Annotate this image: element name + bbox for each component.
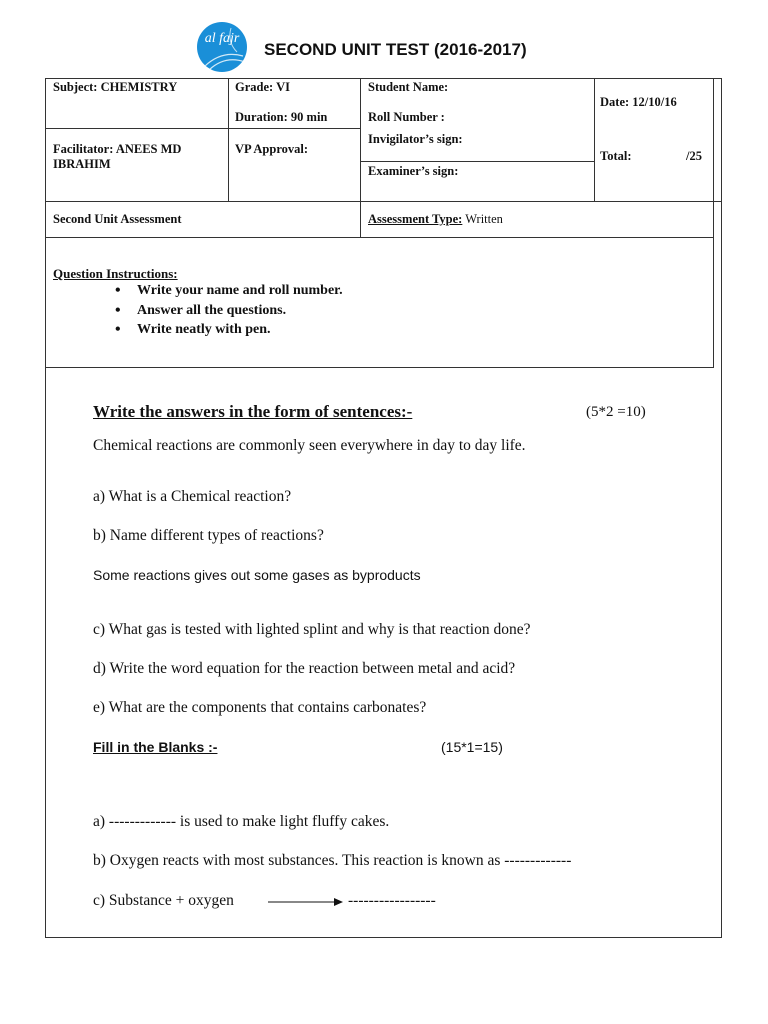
assessment-type <box>368 212 503 227</box>
question-a: a) What is a Chemical reaction? <box>93 488 292 505</box>
total-label: Total: <box>600 149 632 163</box>
instructions-heading: Question Instructions: <box>53 266 178 281</box>
subject-field: Subject: CHEMISTRY <box>53 80 178 94</box>
assessment-name: Second Unit Assessment <box>53 212 182 226</box>
date-field: Date: 12/10/16 <box>600 95 677 109</box>
question-e: e) What are the components that contains carbonates? <box>93 699 427 716</box>
grade-field: Grade: VI <box>235 80 290 94</box>
fill-blank-c-left: c) Substance + oxygen <box>93 892 234 909</box>
list-item: • Answer all the questions. <box>112 303 343 323</box>
list-item: • Write your name and roll number. <box>112 283 343 303</box>
invigilator-sign-field[interactable]: Invigilator’s sign: <box>368 132 463 146</box>
arrow-right-icon <box>268 896 344 908</box>
examiner-sign-field[interactable]: Examiner’s sign: <box>368 164 459 178</box>
list-item: • Write neatly with pen. <box>112 322 343 342</box>
grid-line <box>360 161 595 162</box>
fill-blank-b: b) Oxygen reacts with most substances. This reaction is known as ------------- <box>93 852 572 869</box>
exam-sheet-border <box>45 78 722 938</box>
facilitator-field: Facilitator: ANEES MD <box>53 142 182 156</box>
question-c: c) What gas is tested with lighted splint and why is that reaction done? <box>93 621 531 638</box>
grid-line <box>45 201 722 202</box>
grid-line <box>45 237 714 238</box>
section2-marks: (15*1=15) <box>441 739 503 755</box>
grid-line <box>45 367 714 368</box>
section1-heading: Write the answers in the form of sentences:- <box>93 402 413 421</box>
grid-line <box>713 78 714 367</box>
grid-line <box>594 78 595 201</box>
duration-field: Duration: 90 min <box>235 110 328 124</box>
grid-line <box>228 78 229 201</box>
logo-arcs-icon <box>197 22 247 72</box>
fill-blank-a: a) ------------- is used to make light fluffy cakes. <box>93 813 390 830</box>
school-logo <box>197 22 247 72</box>
assessment-type-value: Written <box>462 212 503 226</box>
vp-approval-field: VP Approval: <box>235 142 309 156</box>
page-title: SECOND UNIT TEST (2016-2017) <box>264 40 527 59</box>
section2-heading: Fill in the Blanks :- <box>93 739 218 755</box>
logo-text: al fajr <box>204 31 240 46</box>
total-value: /25 <box>686 149 702 163</box>
roll-number-field[interactable]: Roll Number : <box>368 110 445 124</box>
section1-note: Some reactions gives out some gases as byproducts <box>93 567 421 583</box>
grid-line <box>45 128 360 129</box>
assessment-type-label: Assessment Type: <box>368 212 463 226</box>
question-d: d) Write the word equation for the reaction between metal and acid? <box>93 660 516 677</box>
instructions-list <box>112 283 343 342</box>
section1-intro: Chemical reactions are commonly seen everywhere in day to day life. <box>93 437 526 454</box>
facilitator-field-line2: IBRAHIM <box>53 157 111 171</box>
grid-line <box>360 78 361 237</box>
student-name-field[interactable]: Student Name: <box>368 80 449 94</box>
section1-marks: (5*2 =10) <box>586 404 646 420</box>
fill-blank-c-right: ----------------- <box>348 892 436 909</box>
question-b: b) Name different types of reactions? <box>93 527 324 544</box>
